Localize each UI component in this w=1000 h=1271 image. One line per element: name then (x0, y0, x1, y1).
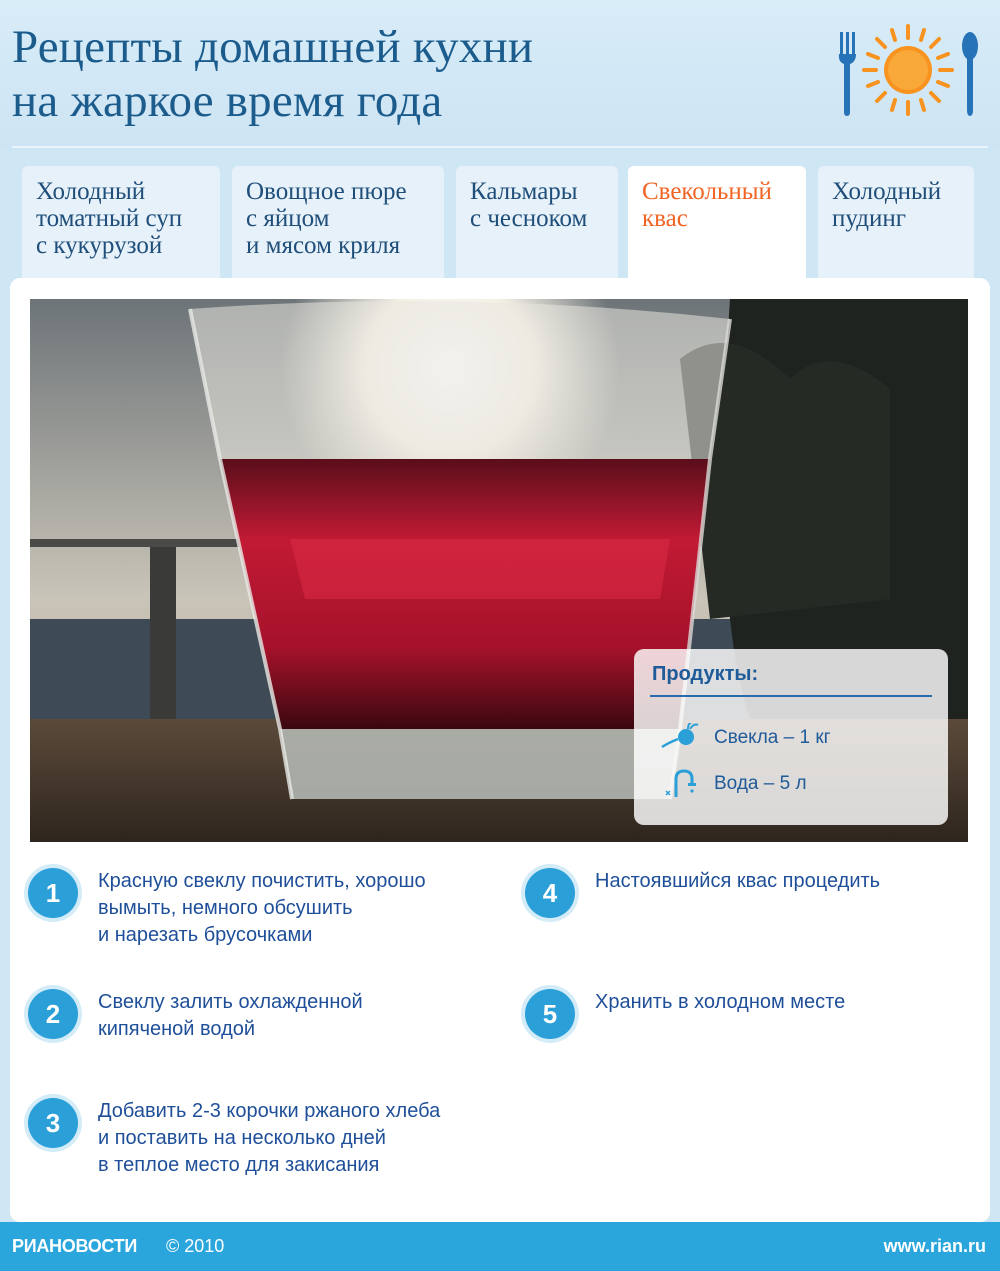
step-1 (28, 868, 508, 958)
product-text: Свекла – 1 кг (714, 727, 831, 748)
header-divider (12, 146, 988, 148)
tab-cold-tomato-soup[interactable] (22, 166, 220, 278)
tab-label-line: квас (642, 205, 688, 232)
step-number-badge: 3 (28, 1098, 78, 1148)
products-panel (634, 649, 948, 825)
recipe-tabs (22, 166, 974, 278)
step-3 (28, 1098, 508, 1188)
title-line-1: Рецепты домашней кухни (12, 21, 534, 73)
tab-label-line: Кальмары (470, 178, 578, 205)
step-5 (525, 989, 965, 1039)
tab-label-line: и мясом криля (246, 232, 401, 259)
tab-label-line: с яйцом (246, 205, 330, 232)
step-number-badge: 2 (28, 989, 78, 1039)
step-text-line: Свеклу залить охлажденной (98, 991, 363, 1013)
step-text-line: Красную свеклу почистить, хорошо (98, 870, 426, 892)
products-divider (650, 695, 932, 697)
beet-icon (660, 723, 700, 753)
step-4 (525, 868, 965, 918)
step-text (595, 989, 845, 1016)
tab-label-line: Овощное пюре (246, 178, 407, 205)
step-text (98, 1098, 440, 1179)
tab-vegetable-puree[interactable] (232, 166, 444, 278)
footer-bar (0, 1222, 1000, 1271)
step-text-line: вымыть, немного обсушить (98, 897, 353, 919)
tab-label-line: Свекольный (642, 178, 772, 205)
step-text-line: Добавить 2-3 корочки ржаного хлеба (98, 1100, 441, 1122)
products-title: Продукты: (652, 663, 759, 685)
step-number-badge: 5 (525, 989, 575, 1039)
product-text: Вода – 5 л (714, 773, 807, 794)
page-title (12, 20, 812, 128)
tab-squid-garlic[interactable] (456, 166, 618, 278)
brand-logo: РИАНОВОСТИ (12, 1236, 137, 1256)
step-text (98, 989, 363, 1043)
tab-label-line: с чесноком (470, 205, 588, 232)
step-text-line: и нарезать брусочками (98, 924, 313, 946)
step-text-line: Настоявшийся квас процедить (595, 870, 881, 892)
tab-beet-kvass[interactable] (628, 166, 806, 282)
copyright-text: © 2010 (166, 1236, 225, 1256)
step-text-line: в теплое место для закисания (98, 1154, 380, 1176)
header (0, 0, 1000, 150)
step-text (595, 868, 880, 895)
step-number-badge: 1 (28, 868, 78, 918)
step-2 (28, 989, 508, 1049)
tab-label-line: Холодный (36, 178, 146, 205)
tab-label-line: с кукурузой (36, 232, 163, 259)
step-text-line: и поставить на несколько дней (98, 1127, 386, 1149)
step-text-line: кипяченой водой (98, 1018, 256, 1040)
product-item-water (660, 769, 930, 799)
site-link[interactable]: www.rian.ru (883, 1236, 986, 1256)
tab-label-line: Холодный (832, 178, 942, 205)
product-item-beet (660, 723, 930, 753)
step-number-badge: 4 (525, 868, 575, 918)
tab-label-line: томатный суп (36, 205, 183, 232)
sun-fork-spoon-icon (830, 22, 990, 122)
step-text (98, 868, 426, 949)
title-line-2: на жаркое время года (12, 75, 443, 127)
water-tap-icon (660, 769, 700, 799)
step-text-line: Хранить в холодном месте (595, 991, 846, 1013)
tab-cold-pudding[interactable] (818, 166, 974, 278)
tab-label-line: пудинг (832, 205, 907, 232)
